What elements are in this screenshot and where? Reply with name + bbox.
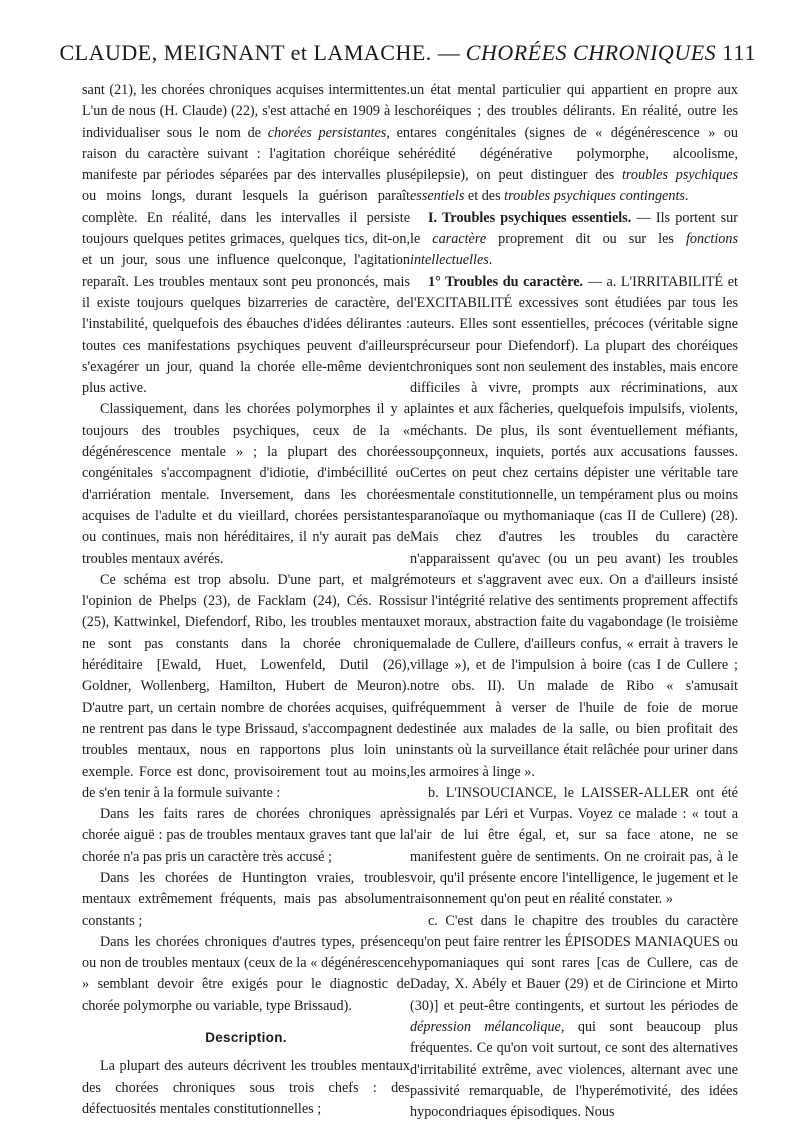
paragraph: Classiquement, dans les chorées polymorphes il y a toujours des troubles psychiques, ceux de la « dégénérescence mentale » ; la plupart des chorées congénitales s'accompagnent d'idiotie, d'imbécillité ou d'arriération mentale. Inversement, dans les chorées acquises de l'adulte et du vieillard, chorées persistantes ou continues, mais non héréditaires, il n'y aurait pas de troubles mentaux avérés.: [82, 401, 410, 567]
text-run-bold: 1° Troubles du caractère.: [428, 273, 584, 290]
text-run-italic: fonctions intellectuelles: [410, 231, 738, 269]
header-title: CHORÉES CHRONIQUES: [465, 40, 717, 65]
page-number: 111: [722, 40, 757, 65]
text-run-italic: caractère: [432, 231, 487, 248]
text-run-italic: troubles psychiques contingents: [504, 188, 685, 205]
text-run: , en raison du caractère suivant : l'agitation choréique se manifeste par périodes séparées par des intervalles plus ou moins longs, durant lesquels la guérison paraît complète. En réalité, dans les intervalles il persiste toujours quelques petites grimaces, quelques tics, dit-on, et un jour, sous une influence quelconque, l'agitation reparaît. Les troubles mentaux sont peu prononcés, mais il existe toujours quelques bizarreries de caractère, de l'instabilité, quelquefois des ébauches d'idées délirantes : toutes ces manifestations psychiques peuvent d'ailleurs s'exagérer un jour, quand la chorée elle-même devient plus active.: [82, 124, 410, 397]
paragraph: Dans les faits rares de chorées chroniques après chorée aiguë : pas de troubles mentaux graves tant que la chorée n'a pas pris un caractère très accusé ;: [82, 806, 410, 865]
text-run: et des: [464, 188, 505, 205]
paragraph: La plupart des auteurs décrivent les troubles mentaux des chorées chroniques sous trois chefs : des défectuosités mentales constitutionnelles ;: [82, 1058, 410, 1117]
text-run-italic: chorées persistantes: [267, 124, 387, 141]
text-run: , qui sont beaucoup plus fréquentes. Ce qu'on voit surtout, ce sont des alternatives d'irritabilité extrême, avec violences, alternant avec une passivité remarquable, de l'hyperémotivité, des idées hypocondriaques épisodiques. Nous: [410, 1019, 738, 1121]
paragraph: Dans les chorées de Huntington vraies, troubles mentaux extrêmement fréquents, mais pas absolument constants ;: [82, 869, 410, 929]
text-run: .: [684, 188, 689, 205]
text-run-bold: I. Troubles psychiques essentiels.: [428, 209, 632, 226]
header-dash: —: [437, 40, 460, 65]
text-run: un état mental particulier qui appartient en propre aux choréiques ; des troubles délirants. En réalité, outre les tares congénitales (signes de « dégénérescence » ou hérédité dégénérative polymorphe, alcoolisme, épilepsie), on peut distinguer des: [410, 82, 738, 184]
text-run: c. C'est dans le chapitre des troubles du caractère qu'on peut faire rentrer les ÉPISODES MANIAQUES ou hypomaniaques qui sont rares [cas de Cullere, cas de Daday, X. Abély et Bauer (29) et de Cirincione et Mirto (30)] et peut-être contingents, et surtout les périodes de: [410, 912, 738, 1014]
paragraph: [410, 208, 738, 272]
paragraph: [410, 80, 738, 208]
text-run: sant (21), les chorées chroniques acquises intermittentes. L'un de nous (H. Claude) (22), s'est attaché en 1909 à les individualiser sous le nom de: [82, 82, 410, 141]
paragraph: [410, 911, 738, 1124]
paragraph: [410, 272, 738, 783]
left-column: [82, 80, 410, 1120]
page-header: [59, 40, 757, 76]
paragraph: Dans les chorées chroniques d'autres types, présence ou non de troubles mentaux (ceux de la « dégénérescence » semblant devoir être exigés pour le diagnostic de chorée polymorphe ou variable, type Brissaud).: [82, 933, 410, 1014]
paragraph: Ce schéma est trop absolu. D'une part, et malgré l'opinion de Phelps (23), de Facklam (24), Cés. Rossi (25), Kattwinkel, Diefendorf, Ribo, les troubles mentaux ne sont pas constants dans la chorée chronique héréditaire [Ewald, Huet, Lowenfeld, Dutil (26), Goldner, Wollenberg, Hamilton, Hubert de Meuron). D'autre part, un certain nombre de chorées acquises, qui ne rentrent pas dans le type Brissaud, s'accompagnent de troubles mentaux, nous en rapportons plus loin un exemple. Force est donc, provisoirement tout au moins, de s'en tenir à la formule suivante :: [82, 571, 410, 801]
paragraph: b. L'INSOUCIANCE, le LAISSER-ALLER ont été signalés par Léri et Vurpas. Voyez ce malade : « tout a l'air de lui être égal, et, sur sa face atone, ne se manifestent guère de sentiments. On ne croirait pas, à le voir, qu'il présente encore l'intelligence, le jugement et le raisonnement qu'on peut en réalité constater. »: [410, 784, 738, 908]
text-run-italic: dépression mélancolique: [410, 1019, 561, 1036]
text-run-italic: troubles psychiques essentiels: [410, 167, 739, 205]
section-heading: Description.: [205, 1030, 287, 1046]
text-run: proprement dit ou sur les: [486, 231, 686, 248]
text-run: .: [488, 252, 493, 269]
header-authors: CLAUDE, MEIGNANT et LAMACHE.: [59, 40, 432, 65]
text-run: — Ils portent sur le: [410, 209, 738, 248]
right-column: [410, 80, 738, 1124]
text-run: — a. L'IRRITABILITÉ et l'EXCITABILITÉ excessives sont étudiées par tous les auteurs. Elles sont essentielles, précoces (véritable signe précurseur pour Diefendorf). La plupart des choréiques chroniques sont non seulement des instables, mais encore difficiles à vivre, prompts aux récriminations, aux plaintes et aux fâcheries, quelquefois impulsifs, violents, méchants. De plus, ils sont éventuellement méfiants, soupçonneux, inquiets, portés aux accusations fausses. Certes on peut chez certains dépister une véritable tare mentale constitutionnelle, un tempérament plus ou moins paranoïaque ou mythomaniaque (cas II de Cullere) (28). Mais chez d'autres les troubles du caractère n'apparaissent qu'avec (ou un peu avant) les troubles moteurs et s'aggravent avec eux. On a d'ailleurs insisté sur l'intégrité relative des sentiments proprement affectifs et moraux, abstraction faite du vagabondage (le troisième malade de Cullere, d'ailleurs confus, « errait à travers le village »), et de l'impulsion à boire (cas I de Cullere ; notre obs. II). Un malade de Ribo « s'amusait fréquemment à verser de l'huile de foie de morue destinée aux malades de la salle, ou bien profitait des instants où la surveillance était relâchée pour uriner dans les armoires à linge ».: [410, 273, 738, 780]
paragraph: [82, 80, 410, 399]
